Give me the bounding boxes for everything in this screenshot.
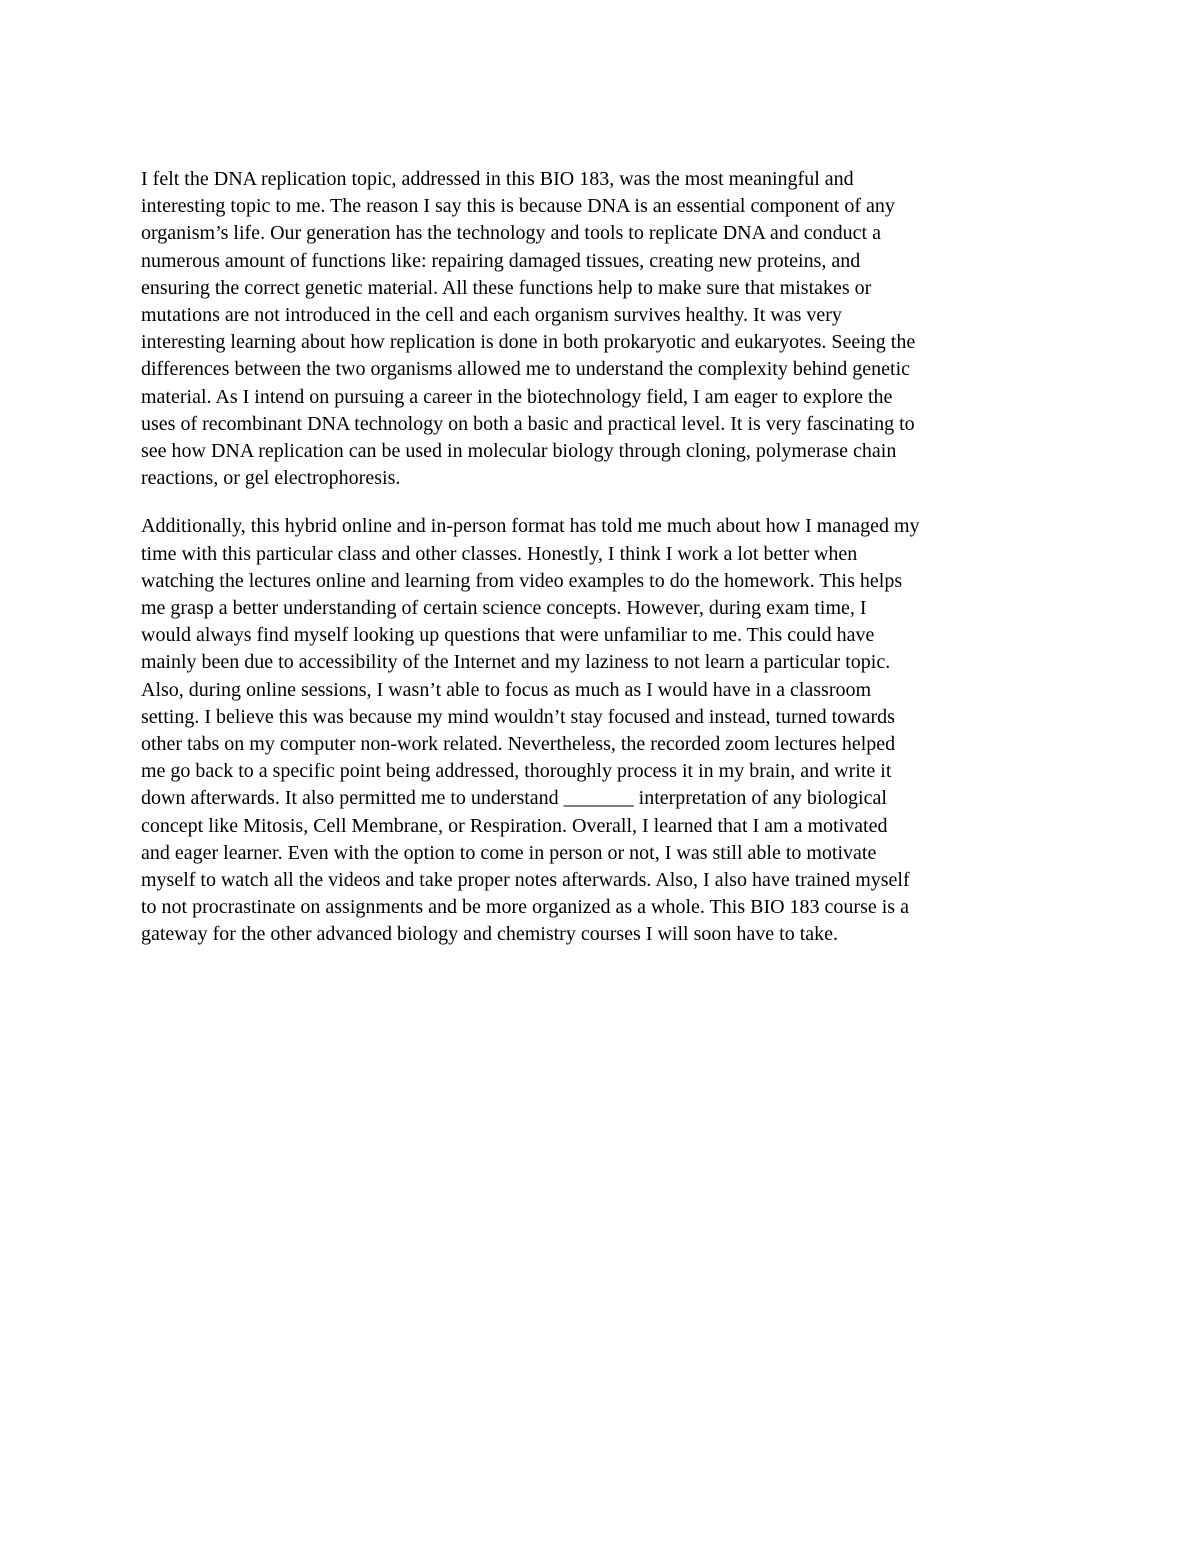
- text-line: mutations are not introduced in the cell and each organism survives healthy. It was very: [141, 304, 842, 327]
- text-line: watching the lectures online and learning from video examples to do the homework. This helps: [141, 569, 903, 592]
- text-line: mainly been due to accessibility of the Internet and my laziness to not learn a particular topic.: [141, 651, 891, 674]
- text-line: reactions, or gel electrophoresis.: [141, 467, 401, 490]
- text-line: other tabs on my computer non-work related. Nevertheless, the recorded zoom lectures helped: [141, 733, 896, 756]
- text-line: interesting topic to me. The reason I say this is because DNA is an essential component of any: [141, 195, 895, 218]
- text-line: Also, during online sessions, I wasn’t able to focus as much as I would have in a classroom: [141, 678, 872, 701]
- text-line: time with this particular class and other classes. Honestly, I think I work a lot better when: [141, 542, 858, 565]
- paragraph-hybrid-format: [141, 513, 1066, 948]
- text-line: to not procrastinate on assignments and be more organized as a whole. This BIO 183 course is a: [141, 896, 909, 919]
- text-line: see how DNA replication can be used in molecular biology through cloning, polymerase chain: [141, 440, 897, 463]
- text-line: differences between the two organisms allowed me to understand the complexity behind genetic: [141, 358, 911, 381]
- text-line: numerous amount of functions like: repairing damaged tissues, creating new proteins, and: [141, 249, 861, 272]
- text-line: would always find myself looking up questions that were unfamiliar to me. This could have: [141, 624, 875, 647]
- text-line: material. As I intend on pursuing a career in the biotechnology field, I am eager to explore the: [141, 385, 893, 408]
- text-line: me go back to a specific point being addressed, thoroughly process it in my brain, and write it: [141, 760, 892, 783]
- text-line: setting. I believe this was because my mind wouldn’t stay focused and instead, turned towards: [141, 705, 895, 728]
- text-line: down afterwards. It also permitted me to understand _______ interpretation of any biological: [141, 787, 887, 810]
- text-line: organism’s life. Our generation has the technology and tools to replicate DNA and conduct a: [141, 222, 881, 245]
- text-line: myself to watch all the videos and take proper notes afterwards. Also, I also have trained myself: [141, 869, 910, 892]
- text-line: me grasp a better understanding of certain science concepts. However, during exam time, I: [141, 597, 867, 620]
- text-line: ensuring the correct genetic material. All these functions help to make sure that mistakes or: [141, 276, 872, 299]
- paragraph-dna-replication: [141, 166, 1066, 492]
- text-line: concept like Mitosis, Cell Membrane, or Respiration. Overall, I learned that I am a motivated: [141, 814, 888, 837]
- text-line: gateway for the other advanced biology and chemistry courses I will soon have to take.: [141, 923, 839, 946]
- text-line: uses of recombinant DNA technology on both a basic and practical level. It is very fascinating to: [141, 412, 915, 435]
- document-body: [141, 166, 1066, 970]
- text-line: interesting learning about how replication is done in both prokaryotic and eukaryotes. Seeing the: [141, 331, 916, 354]
- text-line: and eager learner. Even with the option to come in person or not, I was still able to motivate: [141, 841, 877, 864]
- text-line: I felt the DNA replication topic, addressed in this BIO 183, was the most meaningful and: [141, 168, 854, 190]
- text-line: Additionally, this hybrid online and in-person format has told me much about how I managed my: [141, 515, 920, 538]
